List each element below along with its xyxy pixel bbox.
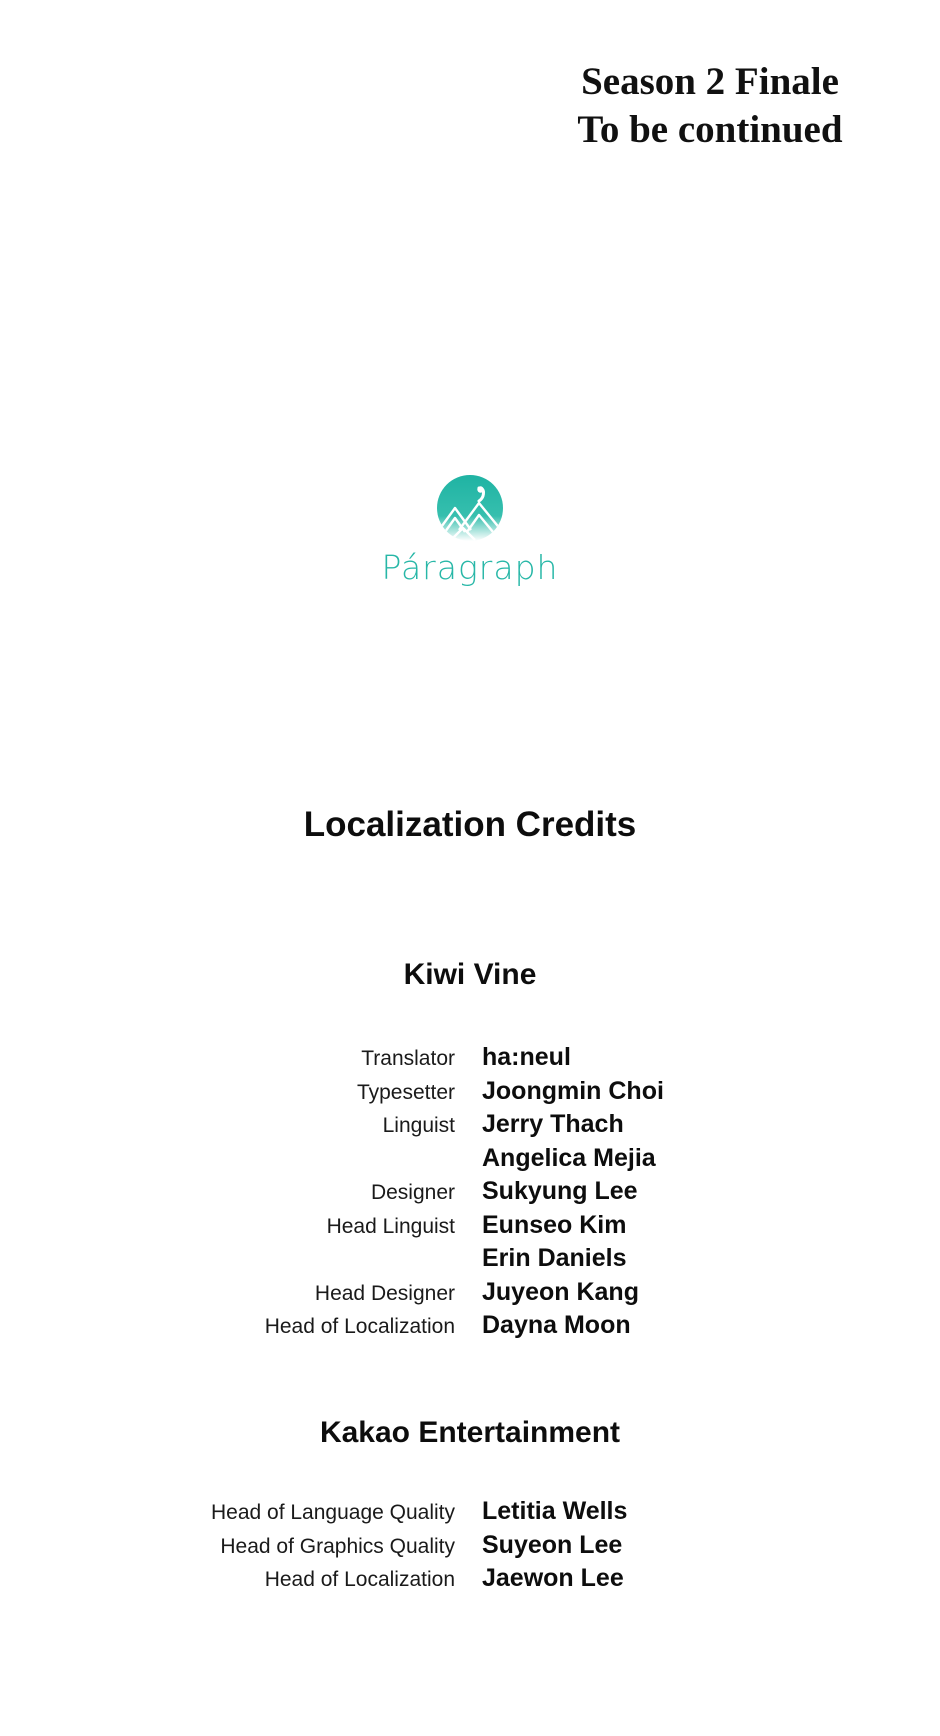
credit-name: Dayna Moon [482, 1311, 631, 1339]
credit-row [0, 1110, 940, 1144]
credit-name: ha:neul [482, 1043, 571, 1071]
credit-row [0, 1497, 940, 1531]
credit-name: Angelica Mejia [482, 1143, 656, 1172]
credit-name: Juyeon Kang [482, 1277, 639, 1306]
credit-role: Head Designer [314, 1281, 455, 1305]
paragraph-wordmark: Páragraph [381, 548, 559, 587]
credit-role: Head of Localization [264, 1568, 455, 1591]
credit-name: Joongmin Choi [482, 1076, 664, 1105]
credit-role: Head of Graphics Quality [220, 1534, 455, 1558]
localization-credits-title: Localization Credits [303, 805, 637, 844]
season-finale-notice [520, 58, 900, 154]
credit-name: Eunseo Kim [482, 1210, 627, 1239]
credit-name: Suyeon Lee [482, 1530, 623, 1559]
credit-role: Head of Localization [264, 1315, 455, 1338]
section-title-kakao-entertainment: Kakao Entertainment [319, 1416, 621, 1449]
credit-role: Head Linguist [326, 1214, 455, 1238]
paragraph-logo [360, 470, 580, 587]
credit-name: Letitia Wells [482, 1497, 628, 1525]
credit-row [0, 1531, 940, 1565]
credit-name: Jerry Thach [482, 1110, 624, 1138]
section-title-kiwi-vine: Kiwi Vine [403, 958, 537, 991]
credit-row [0, 1211, 940, 1245]
credit-row [0, 1144, 940, 1178]
credit-name: Sukyung Lee [482, 1177, 638, 1205]
credit-name: Erin Daniels [482, 1244, 627, 1272]
credit-row [0, 1311, 940, 1345]
kiwi-vine-credits [0, 1043, 940, 1345]
credit-row [0, 1043, 940, 1077]
credit-row [0, 1177, 940, 1211]
credit-row [0, 1564, 940, 1598]
credit-row [0, 1244, 940, 1278]
credit-name: Jaewon Lee [482, 1564, 624, 1592]
kakao-entertainment-credits [0, 1497, 940, 1598]
credit-role: Designer [370, 1181, 455, 1204]
paragraph-mountain-logo-icon [435, 470, 505, 546]
credit-role: Linguist [382, 1114, 455, 1137]
finale-line-1: Season 2 Finale [581, 60, 839, 103]
credit-role: Typesetter [356, 1080, 455, 1104]
credit-role: Head of Language Quality [210, 1501, 455, 1524]
credit-row [0, 1077, 940, 1111]
finale-line-2: To be continued [577, 108, 843, 151]
credit-role: Translator [361, 1047, 455, 1070]
credit-row [0, 1278, 940, 1312]
